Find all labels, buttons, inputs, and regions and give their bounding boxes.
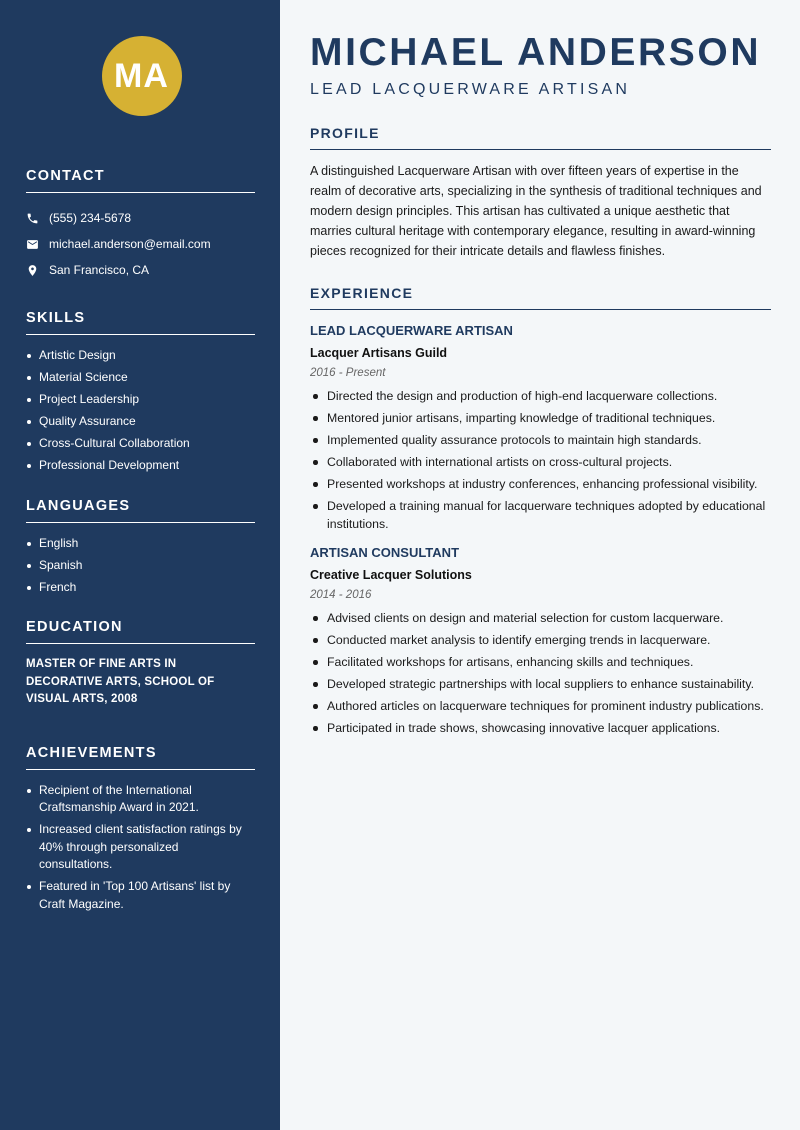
education-entry: MASTER OF FINE ARTS IN DECORATIVE ARTS, SCHOOL OF VISUAL ARTS, 2008 [26, 658, 215, 705]
education-section [26, 619, 255, 709]
skill-item: Artistic Design [26, 347, 255, 365]
candidate-title: LEAD LACQUERWARE ARTISAN [310, 81, 631, 98]
skill-item: Project Leadership [26, 391, 255, 409]
job-bullet: Authored articles on lacquerware techniques for prominent industry publications. [310, 697, 771, 715]
email-icon [26, 238, 39, 251]
sidebar [0, 0, 280, 1130]
skill-item: Professional Development [26, 457, 255, 475]
phone-text: (555) 234-5678 [49, 211, 132, 225]
language-item: French [26, 579, 255, 597]
languages-heading: LANGUAGES [26, 498, 255, 523]
candidate-name: MICHAEL ANDERSON [310, 31, 762, 74]
experience-section [310, 285, 771, 737]
job-entry [310, 323, 771, 533]
avatar: MA [102, 36, 182, 116]
job-company: Creative Lacquer Solutions [310, 568, 472, 582]
job-bullet: Presented workshops at industry conferences, enhancing professional visibility. [310, 475, 771, 493]
job-bullets [310, 387, 771, 533]
contact-heading: CONTACT [26, 168, 255, 193]
contact-location [26, 257, 255, 283]
achievement-item: Featured in 'Top 100 Artisans' list by Craft Magazine. [26, 878, 255, 913]
skills-section [26, 310, 255, 475]
job-bullet: Developed strategic partnerships with local suppliers to enhance sustainability. [310, 675, 771, 693]
job-bullet: Implemented quality assurance protocols to maintain high standards. [310, 431, 771, 449]
achievement-item: Recipient of the International Craftsmanship Award in 2021. [26, 782, 255, 817]
job-bullet: Developed a training manual for lacquerware techniques adopted by educational institutions. [310, 497, 771, 533]
languages-section [26, 498, 255, 597]
job-dates: 2014 - 2016 [310, 589, 372, 601]
achievements-section [26, 745, 255, 914]
achievement-item: Increased client satisfaction ratings by 40% through personalized consultations. [26, 821, 255, 874]
achievements-heading: ACHIEVEMENTS [26, 745, 255, 770]
contact-section [26, 168, 255, 283]
job-bullets [310, 609, 771, 737]
skills-list [26, 347, 255, 475]
location-text: San Francisco, CA [49, 263, 150, 277]
main-content [280, 0, 800, 1130]
job-bullet: Mentored junior artisans, imparting knowledge of traditional techniques. [310, 409, 771, 427]
job-bullet: Collaborated with international artists on cross-cultural projects. [310, 453, 771, 471]
language-item: Spanish [26, 557, 255, 575]
job-company: Lacquer Artisans Guild [310, 346, 448, 360]
job-bullet: Participated in trade shows, showcasing innovative lacquer applications. [310, 719, 771, 737]
profile-heading: PROFILE [310, 125, 771, 150]
achievements-list [26, 782, 255, 914]
email-text[interactable]: michael.anderson@email.com [49, 237, 211, 251]
profile-text: A distinguished Lacquerware Artisan with over fifteen years of expertise in the realm of decorative arts, specializing in the synthesis of traditional techniques and modern design principles. This artisan has cultivated a unique aesthetic that marries cultural heritage with contemporary elegance, resulting in award-winning pieces recognized for their intricate details and flawless finishes. [310, 164, 762, 258]
location-pin-icon [26, 264, 39, 277]
job-role: LEAD LACQUERWARE ARTISAN [310, 323, 513, 338]
job-bullet: Directed the design and production of high-end lacquerware collections. [310, 387, 771, 405]
education-heading: EDUCATION [26, 619, 255, 644]
skills-heading: SKILLS [26, 310, 255, 335]
languages-list [26, 535, 255, 597]
skill-item: Material Science [26, 369, 255, 387]
skill-item: Quality Assurance [26, 413, 255, 431]
contact-phone [26, 205, 255, 231]
phone-icon [26, 212, 39, 225]
job-bullet: Advised clients on design and material selection for custom lacquerware. [310, 609, 771, 627]
contact-email [26, 231, 255, 257]
language-item: English [26, 535, 255, 553]
job-entry [310, 545, 771, 737]
job-dates: 2016 - Present [310, 367, 386, 379]
experience-heading: EXPERIENCE [310, 285, 771, 310]
job-role: ARTISAN CONSULTANT [310, 545, 460, 560]
job-bullet: Conducted market analysis to identify emerging trends in lacquerware. [310, 631, 771, 649]
profile-section [310, 125, 771, 261]
job-bullet: Facilitated workshops for artisans, enhancing skills and techniques. [310, 653, 771, 671]
skill-item: Cross-Cultural Collaboration [26, 435, 255, 453]
